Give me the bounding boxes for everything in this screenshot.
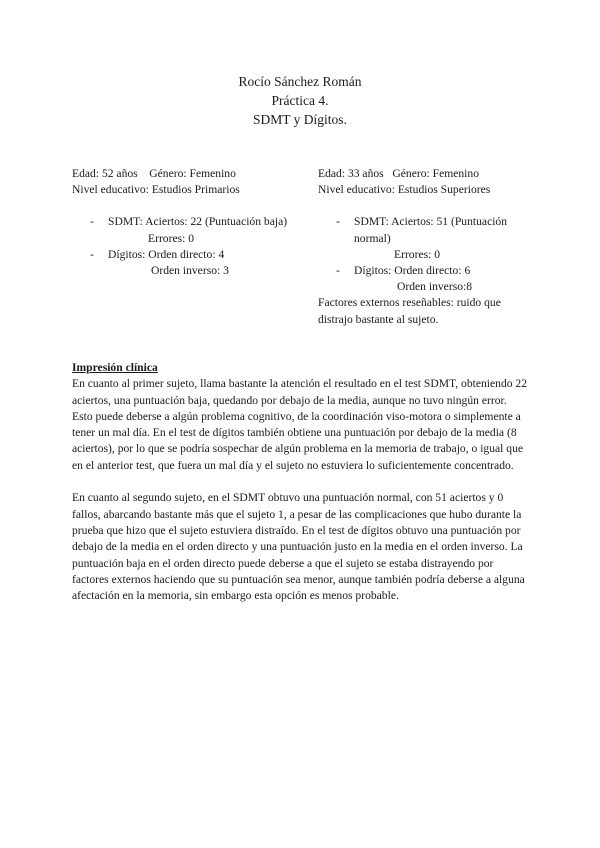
bullet-dash: - bbox=[336, 215, 340, 229]
bullet-dash: - bbox=[336, 264, 340, 278]
subject-1-digits-item bbox=[72, 247, 294, 263]
subject-1-digits-inverse: Orden inverso: 3 bbox=[151, 264, 229, 278]
subject-1-sdmt: SDMT: Aciertos: 22 (Puntuación baja) bbox=[108, 215, 288, 229]
subject-2-age-gender: Edad: 33 años Género: Femenino bbox=[318, 167, 479, 180]
subject-2-digits-item bbox=[318, 263, 528, 279]
subject-1-column bbox=[72, 166, 294, 279]
subject-1-education: Nivel educativo: Estudios Primarios bbox=[72, 183, 240, 197]
subject-2-errors: Errores: 0 bbox=[394, 247, 441, 261]
subject-2-sdmt-item bbox=[318, 214, 528, 246]
subject-1-age-gender: Edad: 52 años Género: Femenino bbox=[72, 167, 236, 180]
subject-1-digits-direct: Dígitos: Orden directo: 4 bbox=[108, 247, 225, 261]
document-header bbox=[0, 72, 600, 129]
subject-2-external-factors: Factores externos reseñables: ruido que distrajo bastante al sujeto. bbox=[318, 296, 501, 326]
subject-1-sdmt-item bbox=[72, 214, 294, 230]
practice-topic: SDMT y Dígitos. bbox=[253, 112, 347, 127]
subject-2-column bbox=[318, 166, 528, 328]
clinical-impression-title: Impresión clínica bbox=[72, 361, 158, 374]
author-name: Rocío Sánchez Román bbox=[238, 74, 362, 89]
bullet-dash: - bbox=[90, 247, 94, 261]
subject-2-education: Nivel educativo: Estudios Superiores bbox=[318, 183, 491, 197]
subject-2-digits-direct: Dígitos: Orden directo: 6 bbox=[354, 264, 471, 278]
subject-2-sdmt: SDMT: Aciertos: 51 (Puntuación normal) bbox=[354, 215, 508, 245]
clinical-impression-paragraph-2: En cuanto al segundo sujeto, en el SDMT obtuvo una puntuación normal, con 51 aciertos y 0 fallos, abarcando bastante más que el sujeto 1, a pesar de las complicaciones que hubo durante la prueba que hizo que el sujeto estuviera distraído. En el test de dígitos obtuvo una puntuación por debajo de la media en el orden directo y una puntuación justo en la media en el orden inverso. La puntuación baja en el orden directo puede deberse a que el sujeto se estaba distrayendo por factores externos haciendo que su puntuación sea menor, aunque también podría deberse a alguna afectación en la memoria, sin embargo esta opción es menos probable. bbox=[72, 491, 525, 603]
bullet-dash: - bbox=[90, 215, 94, 229]
practice-number: Práctica 4. bbox=[271, 93, 329, 108]
clinical-impression-paragraph-1: En cuanto al primer sujeto, llama bastante la atención el resultado en el test SDMT, obteniendo 22 aciertos, una puntuación baja, quedando por debajo de la media, aunque no tuvo ningún error. Esto puede deberse a algún problema cognitivo, de la coordinación viso-motora o simplemente a tener un mal día. En el test de dígitos también obtiene una puntuación por debajo de la media (8 aciertos), por lo que se podría sospechar de algún problema en la memoria de trabajo, o igual que en el anterior test, que fuera un mal día y el sujeto no estuviera lo suficientemente concentrado. bbox=[72, 377, 528, 472]
subject-1-errors: Errores: 0 bbox=[148, 231, 195, 245]
clinical-impression-section bbox=[72, 360, 528, 604]
subject-2-digits-inverse: Orden inverso:8 bbox=[397, 280, 473, 294]
